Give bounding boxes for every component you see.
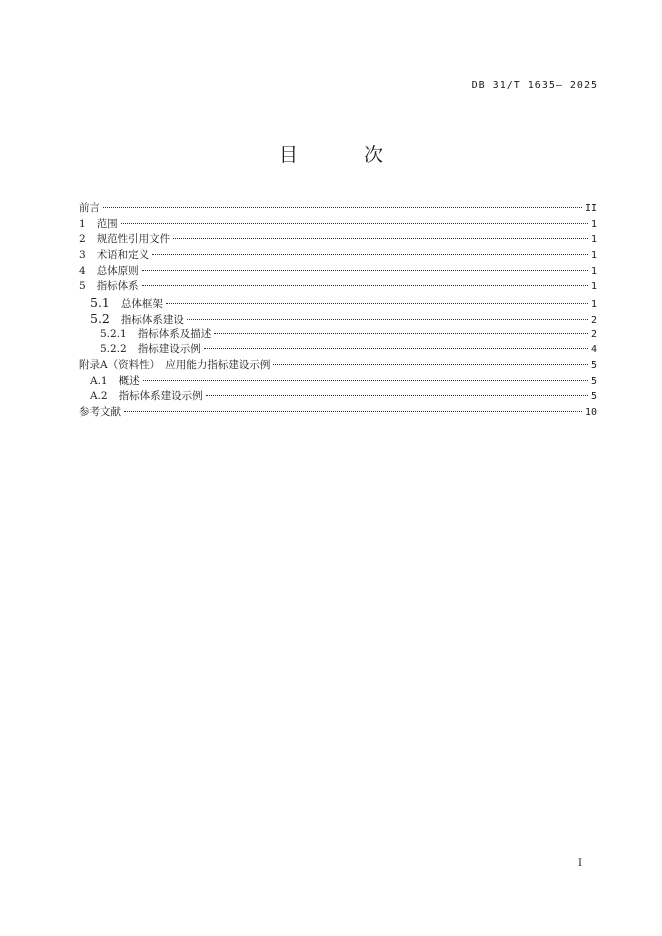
- document-code: DB 31/T 1635— 2025: [471, 80, 598, 91]
- toc-entry-page: 10: [584, 406, 597, 418]
- toc-entry-label: 概述: [118, 374, 140, 387]
- dot-leader: [273, 364, 588, 365]
- toc-entry-page: 1: [590, 234, 597, 246]
- dot-leader: [121, 223, 588, 224]
- toc-entry-number: A.1: [90, 374, 108, 387]
- toc-entry-page: 1: [590, 265, 597, 277]
- dot-leader: [142, 285, 588, 286]
- toc-entry-label: 附录A（资料性） 应用能力指标建设示例: [79, 358, 271, 371]
- toc-entry-page: II: [584, 203, 597, 214]
- toc-entry-page: 5: [590, 391, 597, 403]
- dot-leader: [152, 254, 588, 255]
- dot-leader: [166, 303, 588, 304]
- toc-entry[interactable]: [79, 374, 597, 390]
- dot-leader: [204, 348, 588, 349]
- toc-entry-page: 5: [590, 375, 597, 387]
- toc-entry-number: 1: [79, 217, 86, 230]
- toc-entry-number: 4: [79, 264, 86, 277]
- page-number: I: [578, 858, 582, 869]
- toc-entry-label: 指标体系及描述: [137, 327, 212, 340]
- toc-entry-label: 总体框架: [120, 298, 163, 311]
- toc-entry[interactable]: [79, 232, 597, 248]
- toc-entry-number: 5.2.1: [100, 327, 127, 340]
- toc-entry-number: 5.2.2: [100, 343, 127, 356]
- toc-entry-label: 指标体系建设示例: [118, 390, 203, 403]
- toc-entry[interactable]: [79, 342, 597, 358]
- dot-leader: [173, 238, 588, 239]
- toc-entry-page: 1: [590, 299, 597, 311]
- dot-leader: [206, 395, 588, 396]
- toc-entry-label: 术语和定义: [96, 249, 150, 262]
- toc-entry-label: 前言: [79, 202, 100, 214]
- toc-entry[interactable]: [79, 248, 597, 264]
- toc-entry-page: 1: [590, 218, 597, 230]
- toc-entry[interactable]: [79, 264, 597, 280]
- toc-entry-page: 4: [590, 344, 597, 356]
- toc-entry-label: 指标体系建设: [120, 313, 184, 326]
- toc-entry[interactable]: [79, 201, 597, 217]
- toc-entry-number: 2: [79, 233, 86, 246]
- toc-entry[interactable]: [79, 327, 597, 343]
- toc-entry-label: 总体原则: [96, 264, 139, 277]
- dot-leader: [187, 319, 588, 320]
- toc-entry-number: 5: [79, 280, 86, 293]
- toc-entry[interactable]: [79, 405, 597, 421]
- toc-entry-number: 5.2: [90, 310, 110, 326]
- page-title: 目 次: [278, 144, 414, 166]
- toc-entry[interactable]: [79, 389, 597, 405]
- dot-leader: [214, 333, 588, 334]
- table-of-contents: [79, 201, 597, 421]
- toc-entry-label: 指标体系: [96, 280, 139, 293]
- toc-entry-page: 2: [590, 314, 597, 326]
- dot-leader: [124, 411, 582, 412]
- toc-entry-page: 1: [590, 250, 597, 262]
- toc-entry-label: 参考文献: [79, 405, 121, 418]
- dot-leader: [103, 207, 582, 208]
- toc-entry[interactable]: [79, 295, 597, 311]
- toc-entry[interactable]: [79, 358, 597, 374]
- toc-entry-number: 5.1: [90, 295, 110, 311]
- toc-entry-page: 2: [590, 328, 597, 340]
- toc-entry-label: 指标建设示例: [137, 343, 201, 356]
- toc-entry-number: 3: [79, 249, 86, 262]
- toc-entry-number: A.2: [90, 390, 108, 403]
- toc-entry[interactable]: [79, 311, 597, 327]
- dot-leader: [142, 270, 588, 271]
- toc-entry-page: 1: [590, 281, 597, 293]
- toc-entry-page: 5: [590, 359, 597, 371]
- toc-entry[interactable]: [79, 217, 597, 233]
- toc-entry-label: 规范性引用文件: [96, 233, 171, 246]
- dot-leader: [143, 380, 588, 381]
- toc-entry-label: 范围: [96, 217, 118, 230]
- toc-entry[interactable]: [79, 279, 597, 295]
